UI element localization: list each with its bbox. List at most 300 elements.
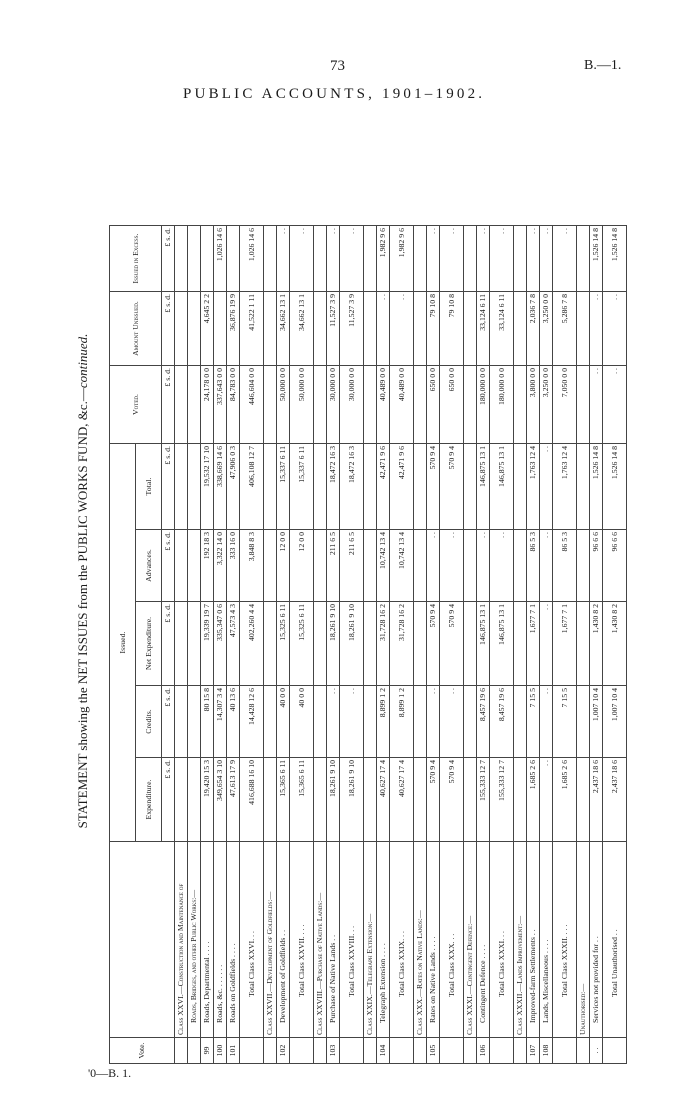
advances-cell: 10,742 13 4 <box>377 530 390 602</box>
credits-cell: 1,007 10 4 <box>603 686 627 758</box>
description-cell: Class XXVI.—Construction and Maintenance of <box>175 842 188 1038</box>
expenditure-cell <box>577 758 590 842</box>
table-row <box>527 226 540 1064</box>
expenditure-cell <box>514 758 527 842</box>
units-cell: £ s. d. <box>162 226 175 292</box>
expenditure-cell <box>188 758 201 842</box>
expenditure-cell: 155,333 12 7 <box>490 758 514 842</box>
excess-cell <box>227 226 240 292</box>
units-cell: £ s. d. <box>162 366 175 444</box>
description-cell: Total Class XXXII. . . . <box>553 842 577 1038</box>
unissued-cell <box>314 292 327 366</box>
description-cell: Improved-farm Settlements . . <box>527 842 540 1038</box>
voted-cell <box>464 366 477 444</box>
voted-cell: 446,604 0 0 <box>240 366 264 444</box>
vote-cell <box>314 1038 327 1064</box>
description-cell: Contingent Defence . . . . <box>477 842 490 1038</box>
unissued-cell: . . <box>390 292 414 366</box>
net-cell: 18,261 9 10 <box>327 602 340 686</box>
table-row <box>290 226 314 1064</box>
net-expenditure-header: Net Expenditure. <box>136 602 162 686</box>
vote-cell <box>414 1038 427 1064</box>
unissued-cell: 2,036 7 8 <box>527 292 540 366</box>
unissued-cell: 33,124 6 11 <box>477 292 490 366</box>
voted-cell: 84,783 0 0 <box>227 366 240 444</box>
excess-cell: 1,526 14 8 <box>603 226 627 292</box>
voted-cell: 24,178 0 0 <box>201 366 214 444</box>
advances-cell: 211 6 5 <box>340 530 364 602</box>
net-cell: 570 9 4 <box>440 602 464 686</box>
total-cell: 406,108 12 7 <box>240 444 264 530</box>
excess-cell: . . <box>553 226 577 292</box>
credits-cell <box>264 686 277 758</box>
total-cell <box>464 444 477 530</box>
vote-cell <box>490 1038 514 1064</box>
unissued-cell: 11,527 3 9 <box>340 292 364 366</box>
expenditure-cell: 15,365 6 11 <box>277 758 290 842</box>
voted-cell: 7,050 0 0 <box>553 366 577 444</box>
credits-cell: 8,457 19 6 <box>490 686 514 758</box>
description-cell: Unauthorised:— <box>577 842 590 1038</box>
public-works-table <box>109 225 627 1064</box>
description-cell: Total Class XXX. . . <box>440 842 464 1038</box>
vote-cell: . . <box>590 1038 603 1064</box>
net-cell <box>364 602 377 686</box>
footer-code: '0—B. 1. <box>88 1066 132 1080</box>
excess-cell <box>364 226 377 292</box>
table-row <box>175 226 188 1064</box>
table-row <box>364 226 377 1064</box>
table-row <box>440 226 464 1064</box>
total-cell <box>188 444 201 530</box>
credits-cell <box>175 686 188 758</box>
units-cell: £ s. d. <box>162 602 175 686</box>
excess-cell: . . <box>277 226 290 292</box>
vote-cell <box>464 1038 477 1064</box>
voted-cell: 50,000 0 0 <box>290 366 314 444</box>
net-cell: 47,573 4 3 <box>227 602 240 686</box>
total-cell: 18,472 16 3 <box>327 444 340 530</box>
expenditure-cell <box>464 758 477 842</box>
expenditure-cell: 18,261 9 10 <box>327 758 340 842</box>
unissued-cell: . . <box>590 292 603 366</box>
unissued-cell: 41,522 1 11 <box>240 292 264 366</box>
net-cell: 146,875 13 1 <box>490 602 514 686</box>
advances-header: Advances. <box>136 530 162 602</box>
table-row <box>477 226 490 1064</box>
credits-cell: 7 15 5 <box>527 686 540 758</box>
expenditure-cell <box>414 758 427 842</box>
expenditure-cell: . . <box>540 758 553 842</box>
unissued-cell: 34,662 13 1 <box>290 292 314 366</box>
voted-cell <box>264 366 277 444</box>
expenditure-cell <box>175 758 188 842</box>
voted-cell: 650 0 0 <box>440 366 464 444</box>
total-cell: 18,472 16 3 <box>340 444 364 530</box>
vote-cell: 108 <box>540 1038 553 1064</box>
table-row <box>377 226 390 1064</box>
expenditure-cell: 47,613 17 9 <box>227 758 240 842</box>
vote-cell: 101 <box>227 1038 240 1064</box>
advances-cell: 12 0 0 <box>277 530 290 602</box>
advances-cell: . . <box>490 530 514 602</box>
credits-cell: . . <box>427 686 440 758</box>
excess-cell <box>514 226 527 292</box>
credits-cell <box>514 686 527 758</box>
unissued-cell <box>188 292 201 366</box>
vote-header: Vote. <box>110 1038 175 1064</box>
expenditure-cell <box>314 758 327 842</box>
advances-cell: 10,742 13 4 <box>390 530 414 602</box>
credits-cell: . . <box>340 686 364 758</box>
advances-cell <box>314 530 327 602</box>
credits-cell <box>314 686 327 758</box>
table-row <box>214 226 227 1064</box>
voted-cell: 3,250 0 0 <box>540 366 553 444</box>
credits-cell <box>577 686 590 758</box>
expenditure-cell: 19,420 15 3 <box>201 758 214 842</box>
net-cell <box>414 602 427 686</box>
table-body <box>175 226 627 1064</box>
voted-cell: 650 0 0 <box>427 366 440 444</box>
vote-cell: 103 <box>327 1038 340 1064</box>
voted-cell: 337,643 0 0 <box>214 366 227 444</box>
voted-cell <box>314 366 327 444</box>
voted-cell <box>414 366 427 444</box>
unissued-cell <box>414 292 427 366</box>
excess-cell: . . <box>290 226 314 292</box>
total-cell <box>175 444 188 530</box>
net-cell: 1,677 7 1 <box>527 602 540 686</box>
units-cell: £ s. d. <box>162 444 175 530</box>
table-row <box>188 226 201 1064</box>
table-row <box>577 226 590 1064</box>
total-cell: 146,875 13 1 <box>490 444 514 530</box>
net-cell: 15,325 6 11 <box>290 602 314 686</box>
vote-cell <box>340 1038 364 1064</box>
credits-cell: 8,899 1 2 <box>390 686 414 758</box>
issued-header: Issued. <box>110 444 136 842</box>
excess-cell: 1,026 14 6 <box>240 226 264 292</box>
credits-cell: 8,457 19 6 <box>477 686 490 758</box>
description-cell: Roads on Goldfields . . . . <box>227 842 240 1038</box>
voted-cell: 180,000 0 0 <box>477 366 490 444</box>
table-row <box>603 226 627 1064</box>
description-cell: Total Unauthorised . . <box>603 842 627 1038</box>
table-row <box>464 226 477 1064</box>
voted-cell: . . <box>603 366 627 444</box>
unissued-cell: 79 10 8 <box>440 292 464 366</box>
vote-cell: 99 <box>201 1038 214 1064</box>
table-row <box>590 226 603 1064</box>
total-cell: 338,669 14 6 <box>214 444 227 530</box>
credits-cell: . . <box>540 686 553 758</box>
vote-cell <box>390 1038 414 1064</box>
unissued-cell <box>214 292 227 366</box>
excess-cell: . . <box>527 226 540 292</box>
units-cell: £ s. d. <box>162 292 175 366</box>
advances-cell <box>175 530 188 602</box>
total-cell: 1,763 12 4 <box>553 444 577 530</box>
expenditure-cell <box>364 758 377 842</box>
statement-rotated <box>75 98 689 1064</box>
description-header <box>110 842 175 1038</box>
excess-cell <box>314 226 327 292</box>
voted-cell: . . <box>590 366 603 444</box>
unissued-cell: 11,527 3 9 <box>327 292 340 366</box>
advances-cell: . . <box>540 530 553 602</box>
caption-suffix: continued. <box>75 333 90 389</box>
table-row <box>427 226 440 1064</box>
table-row <box>390 226 414 1064</box>
table-row <box>553 226 577 1064</box>
total-cell <box>264 444 277 530</box>
credits-cell: 8,899 1 2 <box>377 686 390 758</box>
vote-cell <box>577 1038 590 1064</box>
credits-cell <box>364 686 377 758</box>
net-cell: 1,430 8 2 <box>590 602 603 686</box>
net-cell: 31,728 16 2 <box>390 602 414 686</box>
description-cell: Class XXVIII.—Purchase of Native Lands:— <box>314 842 327 1038</box>
unissued-cell <box>264 292 277 366</box>
excess-cell: 1,982 9 6 <box>390 226 414 292</box>
expenditure-cell: 570 9 4 <box>440 758 464 842</box>
table-row <box>327 226 340 1064</box>
credits-cell: 14,307 3 4 <box>214 686 227 758</box>
advances-cell: 86 5 3 <box>527 530 540 602</box>
unissued-cell: 5,286 7 8 <box>553 292 577 366</box>
credits-cell: 14,428 12 6 <box>240 686 264 758</box>
voted-cell: 30,000 0 0 <box>340 366 364 444</box>
document-reference: B.—1. <box>584 58 622 73</box>
credits-cell: 1,007 10 4 <box>590 686 603 758</box>
voted-cell: 3,800 0 0 <box>527 366 540 444</box>
description-cell: Services not provided for . . <box>590 842 603 1038</box>
expenditure-cell: 349,654 3 10 <box>214 758 227 842</box>
excess-cell: 1,026 14 6 <box>214 226 227 292</box>
voted-cell <box>188 366 201 444</box>
table-row <box>314 226 327 1064</box>
expenditure-cell: 2,437 18 6 <box>603 758 627 842</box>
credits-cell: 40 0 0 <box>290 686 314 758</box>
rotated-statement-area <box>75 98 689 1064</box>
excess-cell <box>188 226 201 292</box>
net-cell: 1,430 8 2 <box>603 602 627 686</box>
advances-cell <box>577 530 590 602</box>
table-row <box>414 226 427 1064</box>
vote-cell <box>553 1038 577 1064</box>
excess-cell <box>414 226 427 292</box>
vote-cell: 106 <box>477 1038 490 1064</box>
expenditure-cell: 1,685 2 6 <box>553 758 577 842</box>
net-cell: 15,325 6 11 <box>277 602 290 686</box>
vote-cell <box>514 1038 527 1064</box>
description-cell: Roads, Departmental . . . . <box>201 842 214 1038</box>
excess-cell: 1,982 9 6 <box>377 226 390 292</box>
expenditure-cell: 15,365 6 11 <box>290 758 314 842</box>
units-cell: £ s. d. <box>162 758 175 842</box>
page-number: 73 <box>330 58 345 74</box>
expenditure-cell: 18,261 9 10 <box>340 758 364 842</box>
unissued-cell: 36,876 19 9 <box>227 292 240 366</box>
excess-header: Issued in Excess. <box>110 226 162 292</box>
caption-main: STATEMENT showing the NET ISSUES from the PUBLIC WORKS FUND, &c.— <box>75 388 90 829</box>
voted-cell: 50,000 0 0 <box>277 366 290 444</box>
vote-cell: 107 <box>527 1038 540 1064</box>
expenditure-cell: 1,685 2 6 <box>527 758 540 842</box>
vote-cell <box>240 1038 264 1064</box>
unissued-cell <box>364 292 377 366</box>
advances-cell: . . <box>477 530 490 602</box>
vote-cell <box>290 1038 314 1064</box>
unissued-cell: 3,250 0 0 <box>540 292 553 366</box>
unissued-cell <box>577 292 590 366</box>
table-row <box>240 226 264 1064</box>
excess-cell <box>264 226 277 292</box>
net-cell <box>514 602 527 686</box>
credits-cell <box>464 686 477 758</box>
net-cell <box>264 602 277 686</box>
statement-caption <box>75 98 91 1064</box>
vote-cell <box>188 1038 201 1064</box>
net-cell: 570 9 4 <box>427 602 440 686</box>
excess-cell: . . <box>440 226 464 292</box>
total-cell: 15,337 6 11 <box>277 444 290 530</box>
net-cell: 1,677 7 1 <box>553 602 577 686</box>
description-cell: Class XXVII.—Development of Goldfields:— <box>264 842 277 1038</box>
total-cell: 1,763 12 4 <box>527 444 540 530</box>
table-row <box>490 226 514 1064</box>
description-cell: Total Class XXVI. . . <box>240 842 264 1038</box>
advances-cell: 96 6 6 <box>603 530 627 602</box>
advances-cell: . . <box>427 530 440 602</box>
vote-cell <box>175 1038 188 1064</box>
description-cell: Rates on Native Lands . . . . <box>427 842 440 1038</box>
advances-cell: 96 6 6 <box>590 530 603 602</box>
total-header: Total. <box>136 444 162 530</box>
description-cell: Total Class XXVII. . . . <box>290 842 314 1038</box>
advances-cell <box>188 530 201 602</box>
description-cell: Telegraph Extension . . . . <box>377 842 390 1038</box>
expenditure-cell: 2,437 18 6 <box>590 758 603 842</box>
advances-cell <box>414 530 427 602</box>
table-row <box>227 226 240 1064</box>
voted-cell: 40,489 0 0 <box>377 366 390 444</box>
total-cell: 47,906 0 3 <box>227 444 240 530</box>
net-cell: 335,347 0 6 <box>214 602 227 686</box>
units-cell: £ s. d. <box>162 686 175 758</box>
net-cell: 31,728 16 2 <box>377 602 390 686</box>
expenditure-header: Expenditure. <box>136 758 162 842</box>
description-cell: Total Class XXIX. . . <box>390 842 414 1038</box>
advances-cell: 192 18 3 <box>201 530 214 602</box>
excess-cell: . . <box>540 226 553 292</box>
unissued-cell: 79 10 8 <box>427 292 440 366</box>
net-cell: 18,261 9 10 <box>340 602 364 686</box>
total-cell: 19,532 17 10 <box>201 444 214 530</box>
total-cell <box>577 444 590 530</box>
total-cell <box>364 444 377 530</box>
description-cell: Total Class XXVIII. . . <box>340 842 364 1038</box>
advances-cell: 211 6 5 <box>327 530 340 602</box>
table-row <box>340 226 364 1064</box>
description-cell: Class XXXII.—Lands Improvement:— <box>514 842 527 1038</box>
voted-header: Voted. <box>110 366 162 444</box>
description-cell: Purchase of Native Lands . . <box>327 842 340 1038</box>
vote-cell: 100 <box>214 1038 227 1064</box>
total-cell <box>514 444 527 530</box>
expenditure-cell <box>264 758 277 842</box>
net-cell <box>577 602 590 686</box>
units-cell: £ s. d. <box>162 530 175 602</box>
excess-cell: . . <box>340 226 364 292</box>
advances-cell: 86 5 3 <box>553 530 577 602</box>
advances-cell <box>264 530 277 602</box>
total-cell: 42,471 9 6 <box>390 444 414 530</box>
voted-cell <box>514 366 527 444</box>
total-cell: 146,875 13 1 <box>477 444 490 530</box>
total-cell: . . <box>540 444 553 530</box>
excess-cell: . . <box>490 226 514 292</box>
description-cell: Roads, &c. . . . . . . <box>214 842 227 1038</box>
vote-cell <box>364 1038 377 1064</box>
net-cell <box>314 602 327 686</box>
table-row <box>277 226 290 1064</box>
expenditure-cell: 155,333 12 7 <box>477 758 490 842</box>
excess-cell: . . <box>427 226 440 292</box>
credits-cell <box>414 686 427 758</box>
total-cell: 15,337 6 11 <box>290 444 314 530</box>
vote-cell <box>264 1038 277 1064</box>
total-cell: 1,526 14 8 <box>603 444 627 530</box>
advances-cell <box>514 530 527 602</box>
description-cell: Total Class XXXI. . . <box>490 842 514 1038</box>
unissued-header: Amount Unissued. <box>110 292 162 366</box>
vote-cell: 102 <box>277 1038 290 1064</box>
vote-cell <box>440 1038 464 1064</box>
description-cell: Class XXX.—Rates on Native Lands:— <box>414 842 427 1038</box>
voted-cell: 40,489 0 0 <box>390 366 414 444</box>
page-title: PUBLIC ACCOUNTS, 1901–1902. <box>183 86 486 102</box>
net-cell: 19,339 19 7 <box>201 602 214 686</box>
description-cell: Development of Goldfields . . <box>277 842 290 1038</box>
expenditure-cell: 570 9 4 <box>427 758 440 842</box>
description-cell: Class XXIX.—Telegraph Extension:— <box>364 842 377 1038</box>
excess-cell <box>464 226 477 292</box>
unissued-cell <box>464 292 477 366</box>
voted-cell: 30,000 0 0 <box>327 366 340 444</box>
excess-cell: . . <box>477 226 490 292</box>
total-cell: 1,526 14 8 <box>590 444 603 530</box>
unissued-cell: 33,124 6 11 <box>490 292 514 366</box>
total-cell <box>414 444 427 530</box>
advances-cell <box>364 530 377 602</box>
voted-cell <box>577 366 590 444</box>
advances-cell: 3,848 8 3 <box>240 530 264 602</box>
net-cell <box>175 602 188 686</box>
total-cell: 570 9 4 <box>427 444 440 530</box>
excess-cell <box>577 226 590 292</box>
credits-cell: 80 15 8 <box>201 686 214 758</box>
net-cell: 402,260 4 4 <box>240 602 264 686</box>
expenditure-cell: 416,688 16 10 <box>240 758 264 842</box>
vote-cell: 105 <box>427 1038 440 1064</box>
credits-cell <box>188 686 201 758</box>
advances-cell <box>464 530 477 602</box>
excess-cell: . . <box>327 226 340 292</box>
voted-cell <box>175 366 188 444</box>
description-cell: Lands, Miscellaneous . . . . <box>540 842 553 1038</box>
